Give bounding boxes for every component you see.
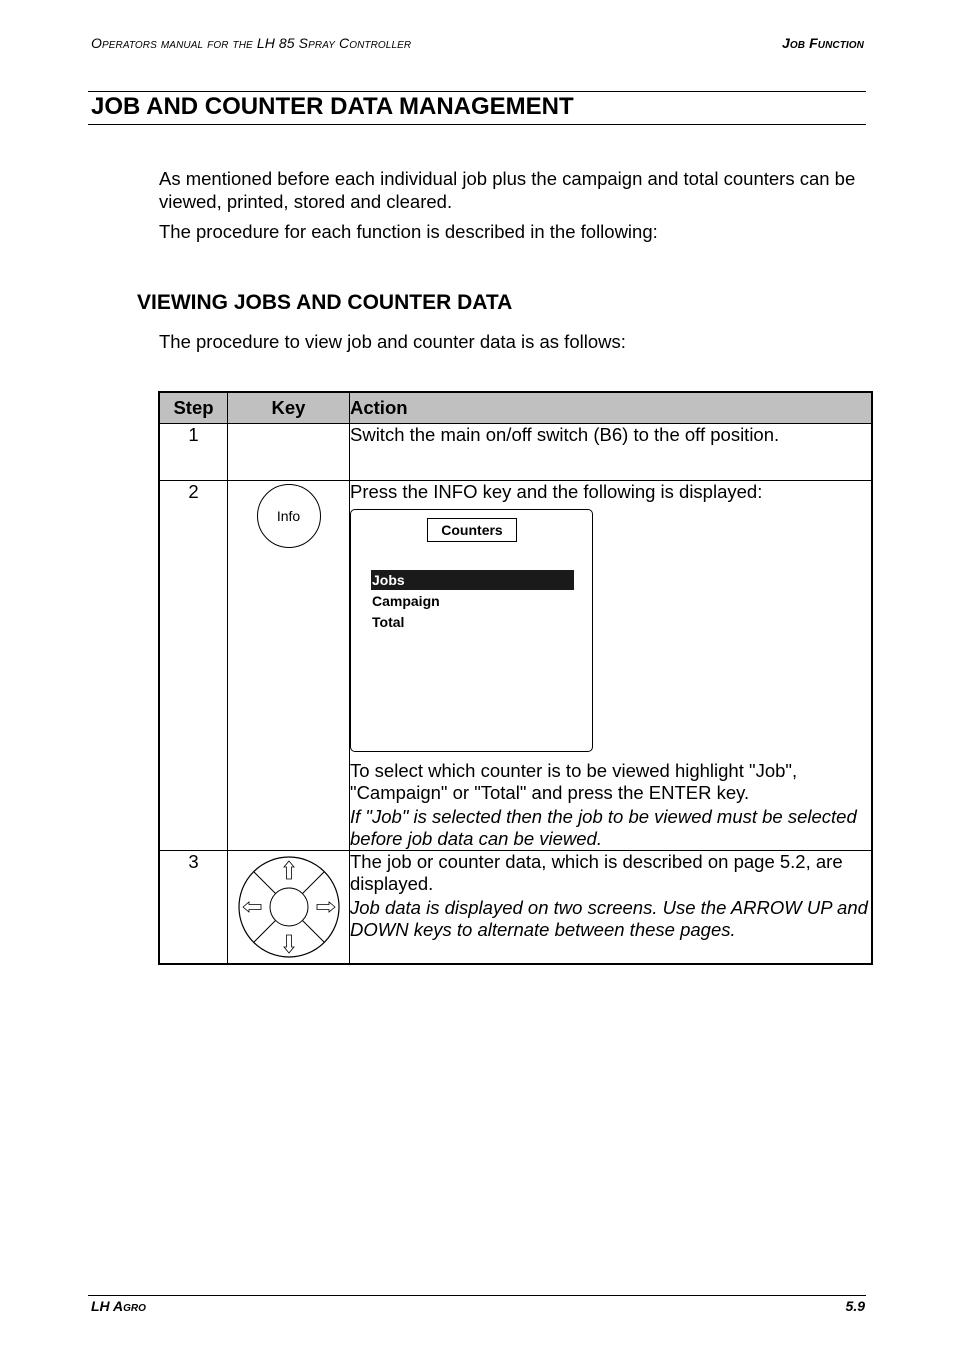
step-number: 2 [159, 481, 228, 851]
footer-left: LH Agro [91, 1298, 146, 1314]
page-title: JOB AND COUNTER DATA MANAGEMENT [91, 93, 574, 120]
section-heading: VIEWING JOBS AND COUNTER DATA [137, 291, 513, 314]
action-cell [350, 481, 873, 851]
action-cell [350, 851, 873, 965]
title-rule-bottom [88, 124, 866, 125]
arrow-keypad-icon [237, 855, 341, 959]
footer-rule [88, 1295, 866, 1296]
screen-item-jobs: Jobs [371, 570, 574, 590]
action-note: If "Job" is selected then the job to be viewed must be selected before job data can be viewed. [350, 806, 857, 849]
screen-item-total: Total [372, 614, 405, 630]
running-header-left: Operators manual for the LH 85 Spray Controller [91, 35, 412, 51]
header-key: Key [228, 392, 350, 424]
action-followup: To select which counter is to be viewed highlight "Job", "Campaign" or "Total" and press the ENTER key. [350, 760, 798, 803]
procedure-table [158, 391, 873, 965]
intro-paragraph-1: As mentioned before each individual job plus the campaign and total counters can be viewed, printed, stored and cleared. [159, 168, 856, 212]
step-number: 3 [159, 851, 228, 965]
key-cell [228, 481, 350, 851]
action-text: Switch the main on/off switch (B6) to the off position. [350, 424, 873, 481]
header-action: Action [350, 392, 873, 424]
screen-title: Counters [427, 518, 517, 542]
table-row [159, 424, 872, 481]
table-header-row [159, 392, 872, 424]
key-cell-empty [228, 424, 350, 481]
header-step: Step [159, 392, 228, 424]
table-row [159, 481, 872, 851]
key-cell [228, 851, 350, 965]
title-rule-top [88, 91, 866, 92]
action-text: Press the INFO key and the following is displayed: [350, 481, 763, 502]
step-number: 1 [159, 424, 228, 481]
intro-paragraph-2: The procedure for each function is described in the following: [159, 221, 658, 242]
action-text: The job or counter data, which is described on page 5.2, are displayed. [350, 851, 843, 894]
section-lead: The procedure to view job and counter data is as follows: [159, 331, 626, 352]
running-header-right: Job Function [782, 35, 864, 51]
action-note: Job data is displayed on two screens. Use the ARROW UP and DOWN keys to alternate between these pages. [350, 897, 868, 940]
screen-item-campaign: Campaign [372, 593, 440, 609]
page-number: 5.9 [845, 1298, 865, 1314]
display-screen [350, 509, 593, 752]
info-key-label: Info [276, 508, 301, 524]
table-row [159, 851, 872, 965]
info-key-icon [257, 484, 321, 548]
